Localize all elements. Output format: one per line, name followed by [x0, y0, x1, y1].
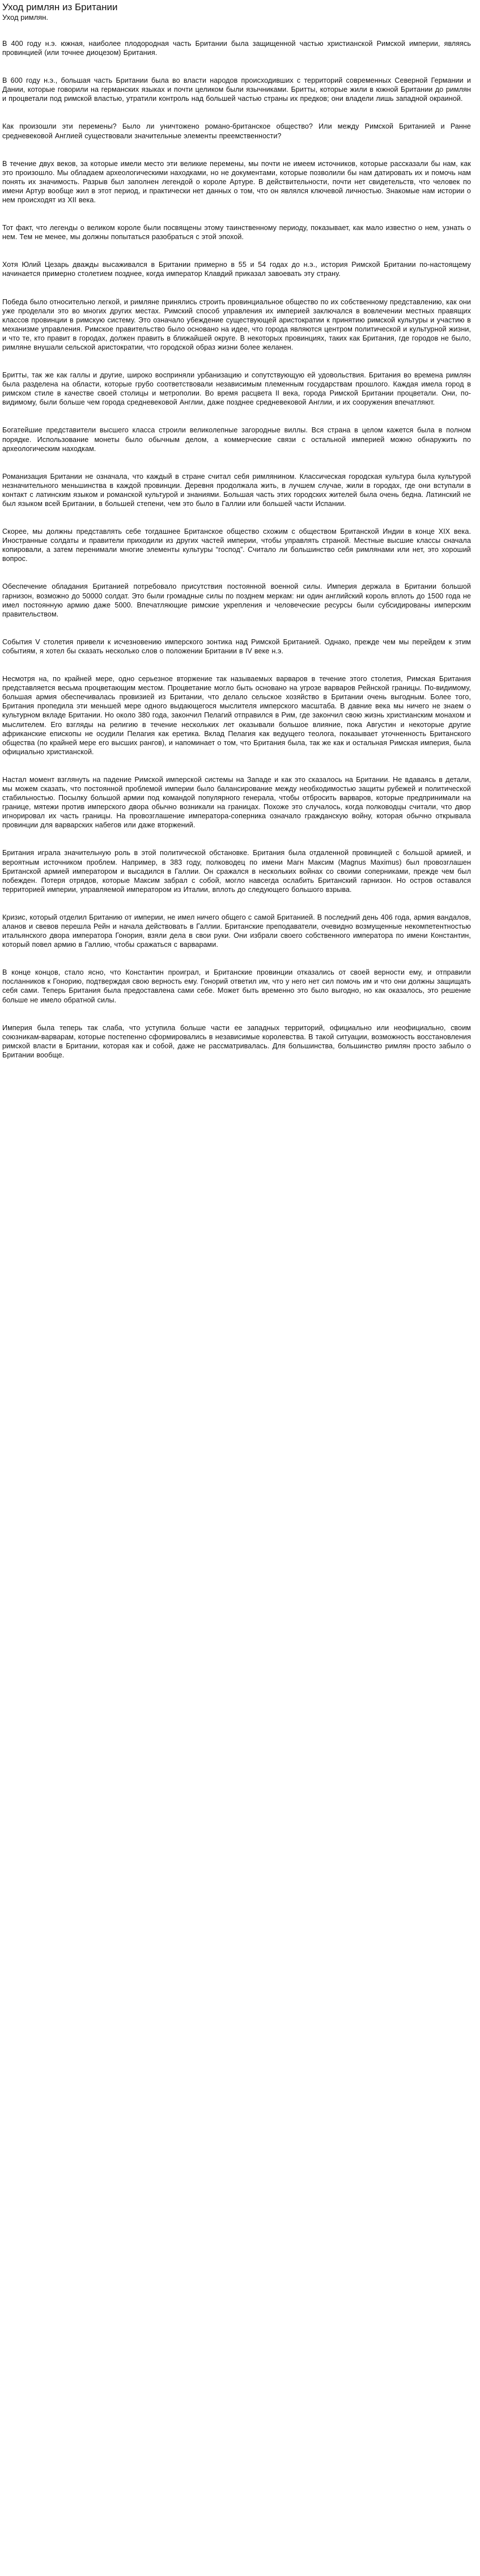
article-paragraph: Как произошли эти перемены? Было ли уничтожено романо-бритaнское общество? Или между Римской Британией и Ранне средневековой Англией существовали значительные элементы преемственности?: [2, 122, 471, 140]
article-paragraph: Победа было относительно легкой, и римляне принялись строить провинциальное общество по их собственному представлению, как они уже проделали это во многих других местах. Римский способ управления их империей заключался в вовлечении местных правящих классов провинции в римскую систему. Это означало убеждение существующей аристократии к принятию римской культуры и участию в механизме управления. Римское правительство было основано на идее, что города являются центром политической и культурной жизни, и что те, кто правит в городах, должен править в ближайшей округе. В некоторых провинциях, таких как Британия, где городов не было, римляне внушали сельской аристократии, что городской образ жизни более желанен.: [2, 297, 471, 351]
article-paragraph: Бритты, так же как галлы и другие, широко восприняли урбанизацию и сопутствующую ей удовольствия. Британия во времена римлян была разделена на области, которые грубо соответствовали независимым племенным государствам прошлого. Каждая имела город в римском стиле в качестве своей столицы и метрополии. Во время расцвета II века, города Римской Британии процветали. Они, по-видимому, были больше чем города средневековой Англии, даже позднее средневековой Англии, и их сооружения впечатляют.: [2, 371, 471, 407]
article-paragraph: Обеспечение обладания Британией потребовало присутствия постоянной военной силы. Империя держала в Британии большой гарнизон, возможно до 50000 солдат. Это были громадные силы по позднем меркам: ни один английский король вплоть до 1500 года не имел постоянную армию даже 5000. Впечатляющие римские укрепления и человеческие ресурсы были субсидированы имперским правительством.: [2, 583, 471, 618]
article: [0, 0, 474, 1060]
article-paragraph: Несмотря на, по крайней мере, одно серьезное вторжение так называемых варваров в течение этого столетия, Римская Британия представляется весьма процветающим местом. Процветание могло быть основано на угрозе варваров Рейнской границы. По-видимому, большая армия обеспечивалась провизией из Британии, что делало сельское хозяйство в Британии очень выгодным. Более того, Британия пропедила эти меньшей мере одного выдающегося мыслителя имперского масштаба. В давние века мы ничего не знаем о культурном вкладе Британии. Но около 380 года, закончил Пелагий отправился в Рим, где закончил свою жизнь христианским монахом и мыслителем. Его взгляды на религию в течение нескольких лет оказывали большое влияние, пока Августин и некоторые другие африканские епископы не осудили Пелагия как еретика. Вклад Пелагия как ведущего теолога, показывает уточненность Британского общества (по крайней мере его высших рангов), и напоминает о том, что Британия была, так же как и остальная Римская империя, была официально христианской.: [2, 675, 471, 756]
article-paragraph: В конце концов, стало ясно, что Константин проиграл, и Британские провинции отказались от своей верности ему, и отправили посланников к Гонорию, подтверждая свою верность ему. Гонорий ответил им, что у него нет сил помочь им и что они должны защищать себя сами. Теперь Британия была предоставлена сами себе. Может быть временно это было выгодно, но как оказалось, это решение больше не имело обратной силы.: [2, 968, 471, 1004]
article-paragraph: Кризис, который отделил Британию от империи, не имел ничего общего с самой Британией. В последний день 406 года, армия вандалов, аланов и свевов перешла Рейн и начала действовать в Галлии. Британские преподаватели, очевидно возмущенные некомпетентностью итальянского двора императора Гонория, взяли дела в свои руки. Они избрали своего собственного императора по имени Константин, который повел армию в Галлию, чтобы сражаться с варварами.: [2, 913, 471, 949]
article-body: [2, 39, 471, 1060]
article-paragraph: События V столетия привели к исчезновению имперского зонтика над Римской Британией. Однако, прежде чем мы перейдем к этим событиям, я хотел бы сказать несколько слов о положении Британии в IV веке н.э.: [2, 637, 471, 655]
article-paragraph: В течение двух веков, за которые имели место эти великие перемены, мы почти не имеем источников, которые рассказали бы нам, как это произошло. Мы обладаем археологическими находками, но не документами, которые позволили бы нам датировать их и помочь нам понять их значимость. Разрыв был заполнен легендой о короле Артуре. В действительности, почти нет свидетельств, что человек по имени Артур вообще жил в этот период, и практически нет данных о том, что он являлся ключевой личностью. Знакомые нам истории о нем происходят из XII века.: [2, 159, 471, 205]
article-paragraph: Настал момент взглянуть на падение Римской имперской системы на Западе и как это сказалось на Британии. Не вдаваясь в детали, мы можем сказать, что постоянной проблемой империи было балансирование между необходимостью защиты рубежей и политической стабильностью. Посылку большой армии под командой популярного генерала, чтобы отбросить варваров, которые предпринимали на границе, мятежи против имперского двора обычно возникали на границах. Похоже это случалось, когда полководцы считали, что двор игнорировал их часть границы. На провозглашение императора-соперника означало гражданскую войну, которая обычно открывала провинции для варварских набегов или даже вторжений.: [2, 775, 471, 830]
article-paragraph: В 400 году н.э. южная, наиболее плодородная часть Британии была защищенной частью христианской Римской империи, являясь провинцией (или точнее диоцезом) Британия.: [2, 40, 471, 57]
article-paragraph: Хотя Юлий Цезарь дважды высаживался в Британии примерно в 55 и 54 годах до н.э., история Римской Британии по-настоящему начинается примерно столетием позднее, когда император Клавдий приказал завоевать эту страну.: [2, 261, 471, 278]
article-paragraph: Богатейшие представители высшего класса строили великолепные загородные виллы. Вся страна в целом кажется была в полном порядке. Использование монеты было обычным делом, а коммерческие связи с остальной империей можно обнаружить по археологическим находкам.: [2, 426, 471, 453]
article-paragraph: Романизация Британии не означала, что каждый в стране считал себя римлянином. Классическая городская культура была культурой незначительного меньшинства в каждой провинции. Деревня продолжала жить, в лучшем случае, жили в городах, где они вступали в контакт с латинским языком и романской культурой и знаниями. Большая часть этих городских жителей была очень бедна. Латинский не был языком всей Британии, в большей степени, чем это было в Галлии или большей части Испании.: [2, 472, 471, 508]
article-paragraph: В 600 году н.э., большая часть Британии была во власти народов происходивших с территорий современных Северной Германии и Дании, которые говорили на германских языках и почти целиком были язычниками. Бритты, которые жили в южной Британии до римлян и процветали под римской властью, утратили контроль над большей частью страны их предков; они владели лишь западной окраиной.: [2, 76, 471, 103]
article-paragraph: Скорее, мы должны представлять себе тогдашнее Британское общество схожим с обществом Британской Индии в конце XIX века. Иностранные солдаты и правители приходили из других частей империи, чтобы управлять страной. Местные высшие классы сначала копировали, а затем перенимали многие элементы культуры “господ”. Считало ли большинство себя римлянами или нет, это хороший вопрос.: [2, 528, 471, 563]
article-paragraph: Тот факт, что легенды о великом короле были посвящены этому таинственному периоду, показывает, как мало известно о нем, узнать о нем. Тем не менее, мы должны попытаться разобраться с этой эпохой.: [2, 224, 471, 241]
article-paragraph: Британия играла значительную роль в этой политической обстановке. Британия была отдаленной провинцией с большой армией, и вероятным источником проблем. Например, в 383 году, полководец по имени Магн Максим (Magnus Maximus) был провозглашен Британской армией императором и высадился в Галлии. Он сражался в нескольких войнах со своими соперниками, прежде чем был побежден. Потеря отрядов, которые Максим забрал с собой, могло навсегда ослабить Британский гарнизон. Но остров оставался территорией империи, управляемой императором из Италии, вплоть до следующего большого взрыва.: [2, 849, 471, 894]
article-subtitle: Уход римлян.: [2, 13, 49, 22]
article-title: Уход римлян из Британии: [2, 2, 118, 12]
article-paragraph: Империя была теперь так слаба, что уступила больше части ее западных территорий, официально или неофициально, своим союзникам-варварам, которые постепенно сформировались в независимые королевства. В такой ситуации, возможность восстановления римской власти в Британии, которая как и собой, даже не рассматривалась. Для большинства, большинство римлян просто забыло о Британии вообще.: [2, 1023, 471, 1059]
